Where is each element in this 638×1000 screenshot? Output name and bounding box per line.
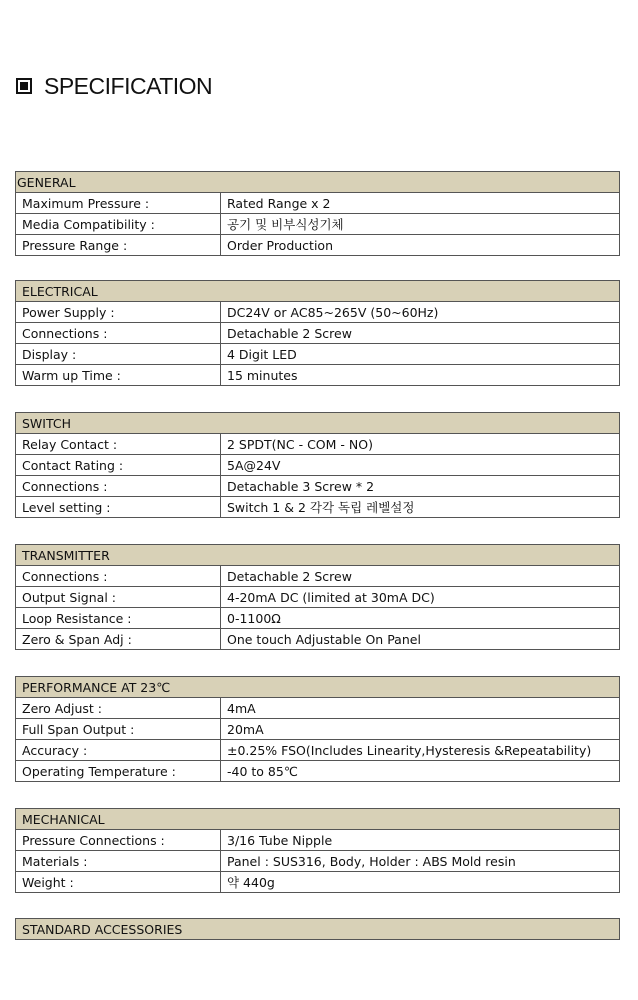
spec-value: One touch Adjustable On Panel (221, 629, 620, 650)
spec-section-table (15, 544, 620, 650)
section-header-row (16, 809, 620, 830)
table-row (16, 434, 620, 455)
spec-label: Output Signal : (16, 587, 221, 608)
spec-value: Order Production (221, 235, 620, 256)
table-row (16, 629, 620, 650)
spec-value: 15 minutes (221, 365, 620, 386)
spec-value: 2 SPDT(NC - COM - NO) (221, 434, 620, 455)
spec-value: Detachable 2 Screw (221, 566, 620, 587)
spec-label: Display : (16, 344, 221, 365)
spec-value: Detachable 3 Screw * 2 (221, 476, 620, 497)
table-row (16, 587, 620, 608)
spec-value: 0-1100Ω (221, 608, 620, 629)
spec-label: Materials : (16, 851, 221, 872)
spec-label: Contact Rating : (16, 455, 221, 476)
spec-section-table (15, 808, 620, 893)
spec-label: Connections : (16, 476, 221, 497)
spec-label: Pressure Range : (16, 235, 221, 256)
section-header: PERFORMANCE AT 23℃ (16, 677, 620, 698)
table-row (16, 566, 620, 587)
spec-heading (16, 72, 212, 100)
spec-label: Loop Resistance : (16, 608, 221, 629)
table-row (16, 851, 620, 872)
spec-value: 4mA (221, 698, 620, 719)
spec-value: 5A@24V (221, 455, 620, 476)
table-row (16, 193, 620, 214)
spec-value: Panel : SUS316, Body, Holder : ABS Mold resin (221, 851, 620, 872)
spec-label: Zero Adjust : (16, 698, 221, 719)
spec-label: Zero & Span Adj : (16, 629, 221, 650)
spec-section-table (15, 280, 620, 386)
spec-label: Maximum Pressure : (16, 193, 221, 214)
spec-label: Connections : (16, 566, 221, 587)
table-row (16, 302, 620, 323)
table-row (16, 740, 620, 761)
spec-value: 20mA (221, 719, 620, 740)
spec-value: 4 Digit LED (221, 344, 620, 365)
section-header: STANDARD ACCESSORIES (16, 919, 620, 940)
table-row (16, 497, 620, 518)
spec-value: Rated Range x 2 (221, 193, 620, 214)
spec-label: Pressure Connections : (16, 830, 221, 851)
spec-section-table (15, 676, 620, 782)
spec-label: Relay Contact : (16, 434, 221, 455)
table-row (16, 365, 620, 386)
table-row (16, 872, 620, 893)
section-header: ELECTRICAL (16, 281, 620, 302)
table-row (16, 830, 620, 851)
table-row (16, 761, 620, 782)
spec-label: Weight : (16, 872, 221, 893)
spec-label: Level setting : (16, 497, 221, 518)
spec-value: Switch 1 & 2 각각 독립 레벨설정 (221, 497, 620, 518)
section-header: SWITCH (16, 413, 620, 434)
spec-value: 4-20mA DC (limited at 30mA DC) (221, 587, 620, 608)
section-header: GENERAL (16, 172, 620, 193)
spec-value: 3/16 Tube Nipple (221, 830, 620, 851)
section-header-row (16, 677, 620, 698)
section-header-row (16, 172, 620, 193)
spec-label: Media Compatibility : (16, 214, 221, 235)
spec-label: Full Span Output : (16, 719, 221, 740)
table-row (16, 608, 620, 629)
page-title: SPECIFICATION (44, 72, 213, 99)
table-row (16, 323, 620, 344)
table-row (16, 455, 620, 476)
spec-label: Operating Temperature : (16, 761, 221, 782)
spec-value: ±0.25% FSO(Includes Linearity,Hysteresis &Repeatability) (221, 740, 620, 761)
section-header-row (16, 413, 620, 434)
spec-label: Connections : (16, 323, 221, 344)
spec-value: -40 to 85℃ (221, 761, 620, 782)
section-header-row (16, 545, 620, 566)
spec-label: Warm up Time : (16, 365, 221, 386)
section-header-row (16, 281, 620, 302)
spec-value: Detachable 2 Screw (221, 323, 620, 344)
table-row (16, 719, 620, 740)
table-row (16, 344, 620, 365)
spec-value: 공기 및 비부식성기체 (221, 214, 620, 235)
table-row (16, 698, 620, 719)
table-row (16, 235, 620, 256)
spec-section-table (15, 171, 620, 256)
spec-section-table (15, 918, 620, 940)
square-bullet-icon (16, 78, 32, 94)
spec-value: DC24V or AC85~265V (50~60Hz) (221, 302, 620, 323)
section-header: MECHANICAL (16, 809, 620, 830)
spec-value: 약 440g (221, 872, 620, 893)
table-row (16, 214, 620, 235)
spec-label: Accuracy : (16, 740, 221, 761)
table-row (16, 476, 620, 497)
section-header-row (16, 919, 620, 940)
spec-label: Power Supply : (16, 302, 221, 323)
spec-section-table (15, 412, 620, 518)
section-header: TRANSMITTER (16, 545, 620, 566)
